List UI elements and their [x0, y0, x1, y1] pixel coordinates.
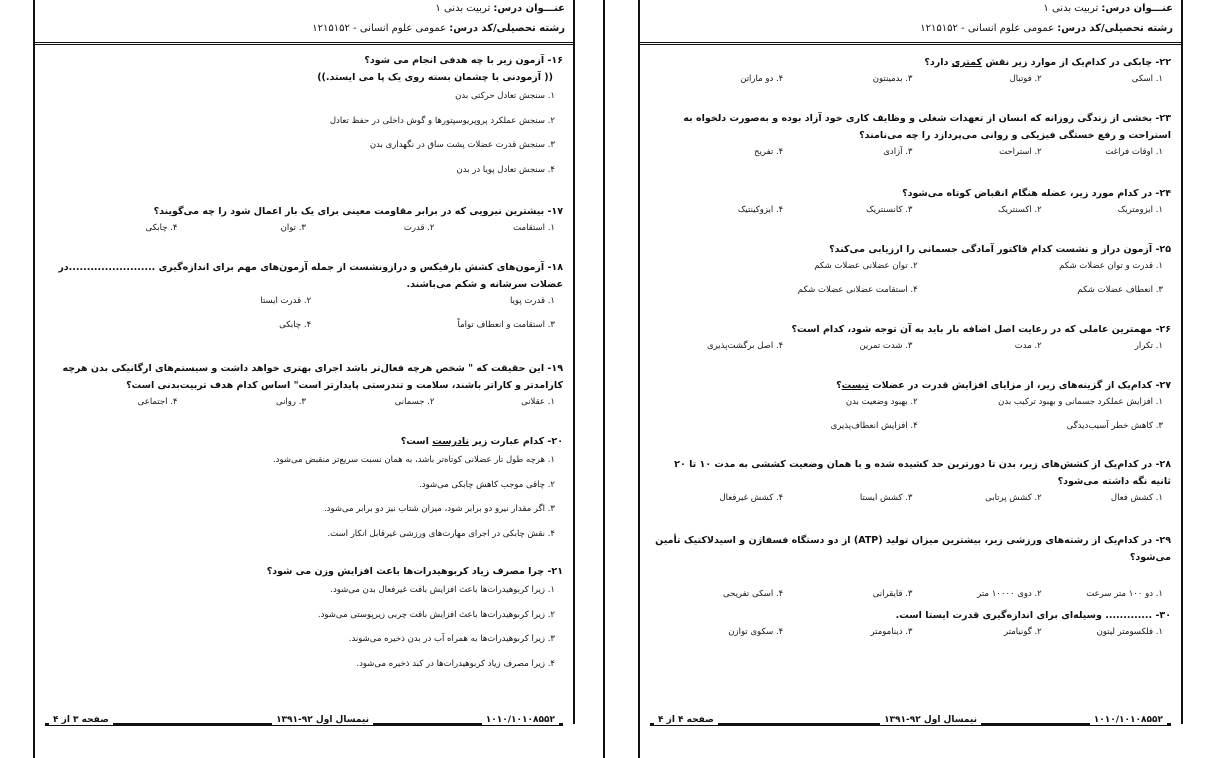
option[interactable]: ۱. افزایش عملکرد جسمانی و بهبود ترکیب بدن — [998, 397, 1163, 407]
option[interactable]: ۱. قدرت پویا — [509, 296, 555, 306]
option[interactable]: ۴. سکوی توازن — [728, 627, 784, 637]
footer-page-number: صفحه ۴ از ۴ — [654, 715, 718, 725]
option[interactable]: ۱. اسکی — [1131, 74, 1163, 84]
question-19: ۱۹- این حقیقت که " شخص هرچه فعال‌تر باشد اجرای بهتری خواهد داشت و سیستم‌های ارگانیکی بدن هرچه کارامدتر و کاراتر باشند، سلامت و تندرستی پایدارتر است" اساس کدام هدف تربیت‌بدنی است؟ ۱. عقلانی ۲. جسمانی ۳. روانی ۴. اجتماعی — [62, 363, 563, 407]
page-footer — [640, 710, 1181, 732]
option[interactable]: ۴. افزایش انعطاف‌پذیری — [830, 421, 918, 431]
option[interactable]: ۴. اصل برگشت‌پذیری — [706, 341, 784, 351]
course-field: رشته تحصیلی/کد درس: عمومی علوم انسانی - ۱۲۱۵۱۵۲ — [920, 23, 1173, 34]
option[interactable]: ۲. زیرا کربوهیدرات‌ها باعث افزایش بافت چربی زیرپوستی می‌شود. — [317, 609, 555, 620]
page-separator — [603, 0, 605, 758]
footer-term: نیمسال اول ۹۲-۱۳۹۱ — [880, 715, 981, 725]
option[interactable]: ۲. توان عضلانی عضلات شکم — [814, 261, 918, 271]
option[interactable]: ۴. اسکی تفریحی — [723, 589, 784, 599]
exam-page-3 — [0, 0, 605, 758]
course-title: عنـــوان درس: تربیت بدنی ۱ — [435, 3, 565, 14]
option[interactable]: ۲. گونیامتر — [1004, 627, 1042, 637]
option[interactable]: ۲. کشش پرتابی — [985, 493, 1042, 503]
option[interactable]: ۴. چابکی — [145, 223, 178, 233]
option[interactable]: ۳. قایقرانی — [872, 589, 913, 599]
option[interactable]: ۴. سنجش تعادل پویا در بدن — [456, 164, 555, 175]
option[interactable]: ۱. قدرت و توان عضلات شکم — [1059, 261, 1163, 271]
option[interactable]: ۱. دو ۱۰۰ متر سرعت — [1086, 589, 1163, 599]
footer-code: ۱۰۱۰/۱۰۱۰۸۵۵۲ — [482, 715, 559, 725]
page-frame — [33, 0, 575, 724]
option[interactable]: ۳. سنجش قدرت عضلات پشت ساق در نگهداری بدن — [369, 140, 555, 150]
option[interactable]: ۳. دینامومتر — [870, 627, 913, 637]
option[interactable]: ۲. سنجش عملکرد پروپریوسپتورها و گوش داخلی در حفظ تعادل — [329, 115, 555, 126]
option[interactable]: ۳. روانی — [275, 397, 306, 407]
option[interactable]: ۱. استقامت — [513, 223, 555, 233]
option[interactable]: ۴. نقش چابکی در اجرای مهارت‌های ورزشی غیرقابل انکار است. — [327, 528, 555, 539]
option[interactable]: ۴. استقامت عضلانی عضلات شکم — [797, 285, 918, 295]
option[interactable]: ۲. جسمانی — [394, 397, 435, 407]
question-24: ۲۴- در کدام مورد زیر، عضله هنگام انقباض کوتاه می‌شود؟ ۱. ایزومتریک ۲. اکسنتریک ۳. کانسنتریک ۴. ایزوکینتیک — [737, 188, 1171, 215]
option[interactable]: ۳. کانسنتریک — [866, 205, 913, 215]
option[interactable]: ۳. آزادی — [883, 147, 913, 157]
footer-code: ۱۰۱۰/۱۰۱۰۸۵۵۲ — [1090, 715, 1167, 725]
option[interactable]: ۲. مدت — [1014, 341, 1042, 351]
question-28: ۲۸- در کدام‌یک از کشش‌های زیر، بدن تا دورترین حد کشیده شده و با همان وضعیت کششی به مدت ۱۰ تا ۲۰ ثانیه نگه داشته می‌شود؟ ۱. کشش فعال ۲. کشش پرتابی ۳. کشش ایستا ۴. کشش غیرفعال — [674, 459, 1171, 503]
exam-page-4 — [608, 0, 1213, 758]
option[interactable]: ۱. سنجش تعادل حرکتی بدن — [455, 91, 555, 101]
question-27: ۲۷- کدام‌یک از گزینه‌های زیر، از مزایای افزایش قدرت در عضلات نیست؟ ۱. افزایش عملکرد جسمانی و بهبود ترکیب بدن ۲. بهبود وضعیت بدن ۳. کاهش خطر آسیب‌دیدگی ۴. افزایش انعطاف‌پذیری — [830, 380, 1171, 431]
option[interactable]: ۲. اکسنتریک — [997, 205, 1042, 215]
option[interactable]: ۴. زیرا مصرف زیاد کربوهیدرات‌ها در کبد ذخیره می‌شود. — [356, 658, 555, 669]
page-footer — [35, 710, 573, 732]
page-header — [35, 0, 573, 45]
option[interactable]: ۲. بهبود وضعیت بدن — [845, 397, 918, 407]
question-17: ۱۷- بیشترین نیرویی که در برابر مقاومت معینی برای یک بار اعمال شود را چه می‌گویند؟ ۱. استقامت ۲. قدرت ۳. توان ۴. چابکی — [145, 206, 563, 233]
question-29: ۲۹- در کدام‌یک از رشته‌های ورزشی زیر، بیشترین میزان تولید (ATP) از دو دستگاه فسفاژن و اسیدلاکتیک تأمین می‌شود؟ ۱. دو ۱۰۰ متر سرعت ۲. دوی ۱۰۰۰۰ متر ۳. قایقرانی ۴. اسکی تفریحی — [655, 535, 1171, 599]
option[interactable]: ۳. بدمینتون — [872, 74, 913, 84]
option[interactable]: ۲. قدرت — [403, 223, 435, 233]
question-18: ۱۸- آزمون‌های کشش بارفیکس و درازونشست از جمله آزمون‌های مهم برای اندازه‌گیری ........................در عضلات سرشانه و شکم می‌باشند. ۱. قدرت پویا ۲. قدرت ایستا ۳. استقامت و انعطاف تواماً ۴. چابکی — [58, 262, 563, 330]
option[interactable]: ۴. اجتماعی — [137, 397, 178, 407]
option[interactable]: ۴. ایزوکینتیک — [737, 205, 784, 215]
option[interactable]: ۲. فوتبال — [1009, 74, 1042, 84]
option[interactable]: ۴. کشش غیرفعال — [719, 493, 784, 503]
option[interactable]: ۲. چاقی موجب کاهش چابکی می‌شود. — [419, 479, 555, 490]
page-frame — [638, 0, 1183, 724]
option[interactable]: ۲. دوی ۱۰۰۰۰ متر — [977, 589, 1042, 599]
question-30: ۳۰- ............. وسیله‌ای برای اندازه‌گیری قدرت ایستا است. ۱. فلکسومتر لیتون ۲. گونیامتر ۳. دینامومتر ۴. سکوی توازن — [728, 610, 1171, 637]
option[interactable]: ۲. استراحت — [999, 147, 1042, 157]
option[interactable]: ۱. فلکسومتر لیتون — [1096, 627, 1163, 637]
option[interactable]: ۱. زیرا کربوهیدرات‌ها باعث افزایش بافت غیرفعال بدن می‌شود. — [330, 585, 555, 595]
option[interactable]: ۱. اوقات فراغت — [1105, 147, 1163, 157]
option[interactable]: ۳. استقامت و انعطاف تواماً — [457, 320, 555, 330]
option[interactable]: ۱. کشش فعال — [1110, 493, 1163, 503]
question-26: ۲۶- مهمترین عاملی که در رعایت اصل اضافه بار باید به آن توجه شود، کدام است؟ ۱. تکرار ۲. مدت ۳. شدت تمرین ۴. اصل برگشت‌پذیری — [706, 324, 1171, 351]
question-21: ۲۱- چرا مصرف زیاد کربوهیدرات‌ها باعث افزایش وزن می شود؟ ۱. زیرا کربوهیدرات‌ها باعث افزایش بافت غیرفعال بدن می‌شود. ۲. زیرا کربوهیدرات‌ها باعث افزایش بافت چربی زیرپوستی می‌شود. ۳. زیرا کربوهیدرات‌ها به همراه آب در بدن ذخیره می‌شوند. ۴. زیرا مصرف زیاد کربوهیدرات‌ها در کبد ذخیره می‌شود. — [49, 563, 563, 682]
option[interactable]: ۳. توان — [280, 223, 306, 233]
question-25: ۲۵- آزمون دراز و نشست کدام فاکتور آمادگی جسمانی را ارزیابی می‌کند؟ ۱. قدرت و توان عضلات شکم ۲. توان عضلانی عضلات شکم ۳. انعطاف عضلات شکم ۴. استقامت عضلانی عضلات شکم — [797, 244, 1171, 295]
option[interactable]: ۱. هرچه طول تار عضلانی کوتاه‌تر باشد، به همان نسبت سریع‌تر منقبض می‌شود. — [272, 455, 555, 465]
option[interactable]: ۴. تفریح — [754, 147, 784, 157]
page-header — [640, 0, 1181, 45]
option[interactable]: ۳. کاهش خطر آسیب‌دیدگی — [1066, 421, 1163, 431]
option[interactable]: ۱. تکرار — [1134, 341, 1163, 351]
footer-page-number: صفحه ۳ از ۴ — [49, 715, 113, 725]
option[interactable]: ۳. زیرا کربوهیدرات‌ها به همراه آب در بدن ذخیره می‌شوند. — [348, 634, 555, 644]
question-22: ۲۲- چابکی در کدام‌یک از موارد زیر نقش کمتری دارد؟ ۱. اسکی ۲. فوتبال ۳. بدمینتون ۴. دو ماراتن — [740, 57, 1171, 84]
course-field: رشته تحصیلی/کد درس: عمومی علوم انسانی - ۱۲۱۵۱۵۲ — [312, 23, 565, 34]
option[interactable]: ۱. ایزومتریک — [1117, 205, 1163, 215]
option[interactable]: ۳. کشش ایستا — [859, 493, 913, 503]
option[interactable]: ۴. دو ماراتن — [740, 74, 784, 84]
question-23: ۲۳- بخشی از زندگی روزانه که انسان از تعهدات شغلی و وظایف کاری خود آزاد بوده و به‌صورت دلخواه به استراحت و رفع خستگی فیزیکی و روانی می‌پردازد را چه می‌نامند؟ ۱. اوقات فراغت ۲. استراحت ۳. آزادی ۴. تفریح — [683, 113, 1171, 157]
option[interactable]: ۴. چابکی — [279, 320, 312, 330]
question-16: ۱۶- آزمون زیر با چه هدفی انجام می شود؟ (( آزمودنی با چشمان بسته روی یک پا می ایستد.)) ۱. سنجش تعادل حرکتی بدن ۲. سنجش عملکرد پروپریوسپتورها و گوش داخلی در حفظ تعادل ۳. سنجش قدرت عضلات پشت ساق در نگهداری بدن ۴. سنجش تعادل پویا در بدن — [49, 52, 563, 188]
question-20: ۲۰- کدام عبارت زیر نادرست است؟ ۱. هرچه طول تار عضلانی کوتاه‌تر باشد، به همان نسبت سریع‌تر منقبض می‌شود. ۲. چاقی موجب کاهش چابکی می‌شود. ۳. اگر مقدار نیرو دو برابر شود، میزان شتاب نیز دو برابر می‌شود. ۴. نقش چابکی در اجرای مهارت‌های ورزشی غیرقابل انکار است. — [49, 433, 563, 552]
option[interactable]: ۳. اگر مقدار نیرو دو برابر شود، میزان شتاب نیز دو برابر می‌شود. — [323, 504, 555, 514]
footer-term: نیمسال اول ۹۲-۱۳۹۱ — [272, 715, 373, 725]
option[interactable]: ۳. انعطاف عضلات شکم — [1077, 285, 1163, 295]
option[interactable]: ۱. عقلانی — [521, 397, 555, 407]
option[interactable]: ۲. قدرت ایستا — [260, 296, 312, 306]
course-title: عنـــوان درس: تربیت بدنی ۱ — [1043, 3, 1173, 14]
option[interactable]: ۳. شدت تمرین — [859, 341, 913, 351]
